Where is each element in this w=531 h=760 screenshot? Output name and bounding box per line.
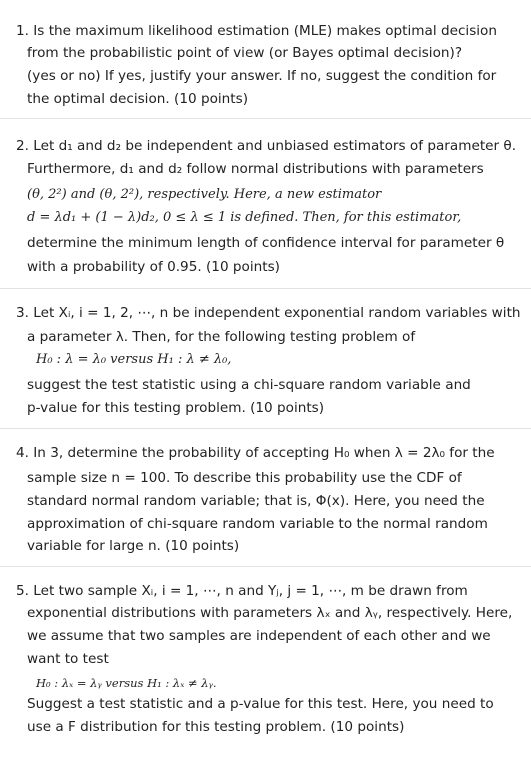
q2-line-2: Furthermore, d₁ and d₂ follow normal distributions with parameters xyxy=(27,161,484,177)
q4-line-4: approximation of chi-square random variable to the normal random xyxy=(27,516,488,532)
q1-line-4: the optimal decision. (10 points) xyxy=(27,91,249,107)
q5-hypothesis: H₀ : λₓ = λᵧ versus H₁ : λₓ ≠ λᵧ. xyxy=(36,676,217,690)
q3-line-4: suggest the test statistic using a chi-square random variable and xyxy=(27,377,471,393)
q5-line-1: 5. Let two sample Xᵢ, i = 1, ⋯, n and Yⱼ, j = 1, ⋯, m be drawn from xyxy=(16,583,468,599)
q3-line-2: a parameter λ. Then, for the following testing problem of xyxy=(27,329,416,345)
q5-line-6: Suggest a test statistic and a p-value for this test. Here, you need to xyxy=(27,696,494,712)
q5-line-4: want to test xyxy=(27,651,109,667)
q3-line-1: 3. Let Xᵢ, i = 1, 2, ⋯, n be independent exponential random variables with xyxy=(16,305,521,321)
q2-line-5: determine the minimum length of confidence interval for parameter θ xyxy=(27,235,505,251)
q4-line-2: sample size n = 100. To describe this probability use the CDF of xyxy=(27,470,462,486)
q2-line-4: d = λd₁ + (1 − λ)d₂, 0 ≤ λ ≤ 1 is defined. Then, for this estimator, xyxy=(27,210,462,225)
q5-line-2: exponential distributions with parameters λₓ and λᵧ, respectively. Here, xyxy=(27,605,513,621)
divider xyxy=(0,288,531,289)
q4-line-3: standard normal random variable; that is, Φ(x). Here, you need the xyxy=(27,493,485,509)
q1-line-2: from the probabilistic point of view (or Bayes optimal decision)? xyxy=(27,45,463,61)
q5-line-3: we assume that two samples are independent of each other and we xyxy=(27,628,491,644)
divider xyxy=(0,428,531,429)
q3-line-5: p-value for this testing problem. (10 points) xyxy=(27,400,325,416)
q1-line-3: (yes or no) If yes, justify your answer. If no, suggest the condition for xyxy=(27,68,497,84)
q2-line-3: (θ, 2²) and (θ, 2²), respectively. Here, a new estimator xyxy=(27,187,382,202)
divider xyxy=(0,118,531,119)
q2-line-6: with a probability of 0.95. (10 points) xyxy=(27,259,280,275)
q4-line-5: variable for large n. (10 points) xyxy=(27,538,240,554)
q4-line-1: 4. In 3, determine the probability of accepting H₀ when λ = 2λ₀ for the xyxy=(16,445,495,461)
q1-line-1: 1. Is the maximum likelihood estimation (MLE) makes optimal decision xyxy=(16,23,497,39)
q3-hypothesis: H₀ : λ = λ₀ versus H₁ : λ ≠ λ₀, xyxy=(36,352,232,367)
q5-line-7: use a F distribution for this testing problem. (10 points) xyxy=(27,719,405,735)
q2-line-1: 2. Let d₁ and d₂ be independent and unbiased estimators of parameter θ. xyxy=(16,138,517,154)
divider xyxy=(0,566,531,567)
